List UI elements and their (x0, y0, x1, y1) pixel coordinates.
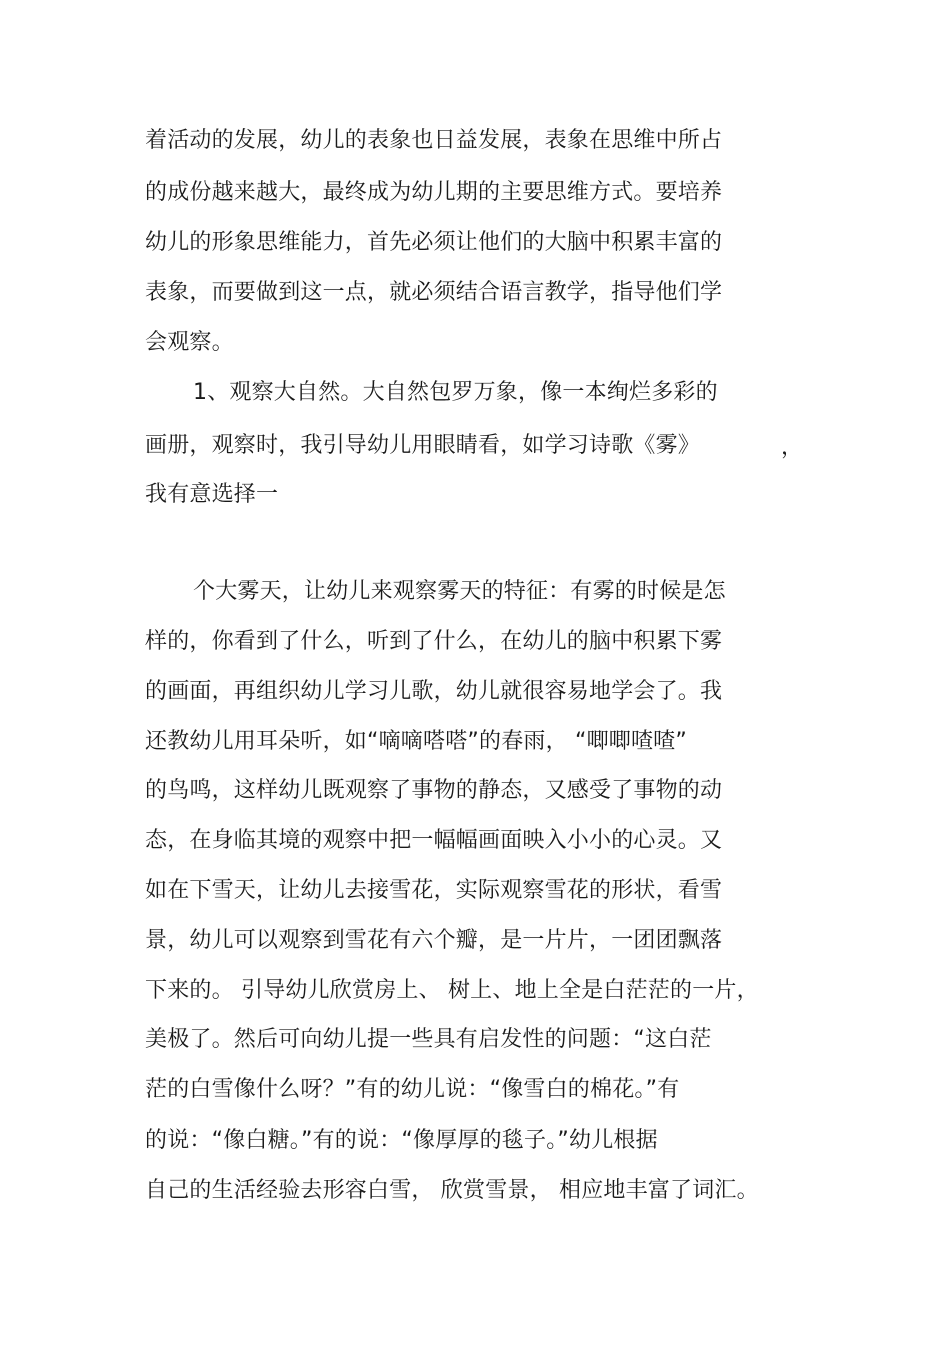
punctuation-comma: ， (781, 435, 804, 460)
paragraph-line: 的画面，再组织幼儿学习儿歌，幼儿就很容易地学会了。我 (145, 679, 723, 704)
paragraph-line: 美极了。然后可向幼儿提一些具有启发性的问题：“这白茫 (145, 1027, 712, 1052)
paragraph-line: 如在下雪天，让幼儿去接雪花，实际观察雪花的形状，看雪 (145, 878, 723, 903)
paragraph-line: 态，在身临其境的观察中把一幅幅画面映入小小的心灵。又 (145, 828, 723, 853)
paragraph-line: 的鸟鸣，这样幼儿既观察了事物的静态，又感受了事物的动 (145, 778, 723, 803)
paragraph-line: 着活动的发展，幼儿的表象也日益发展，表象在思维中所占 (145, 128, 723, 153)
paragraph-line: 1、观察大自然。大自然包罗万象，像一本绚烂多彩的 (193, 380, 718, 405)
paragraph-line: 样的，你看到了什么，听到了什么，在幼儿的脑中积累下雾 (145, 629, 723, 654)
paragraph-line: 表象，而要做到这一点，就必须结合语言教学，指导他们学 (145, 280, 723, 305)
paragraph-line: 个大雾天，让幼儿来观察雾天的特征：有雾的时候是怎 (193, 579, 726, 604)
paragraph-line: 我有意选择一 (145, 482, 279, 507)
paragraph-line: 自己的生活经验去形容白雪， 欣赏雪景， 相应地丰富了词汇。 (145, 1178, 759, 1203)
paragraph-line: 下来的。 引导幼儿欣赏房上、 树上、地上全是白茫茫的一片， (145, 978, 759, 1003)
paragraph-line: 画册，观察时，我引导幼儿用眼睛看，如学习诗歌《雾》 (145, 433, 701, 458)
paragraph-line: 还教幼儿用耳朵听，如“嘀嘀嗒嗒”的春雨， “唧唧喳喳” (145, 729, 687, 754)
paragraph-line: 的说：“像白糖。”有的说：“像厚厚的毯子。”幼儿根据 (145, 1128, 658, 1153)
paragraph-line: 的成份越来越大，最终成为幼儿期的主要思维方式。要培养 (145, 180, 723, 205)
paragraph-line: 茫的白雪像什么呀？”有的幼儿说：“像雪白的棉花。”有 (145, 1077, 680, 1102)
paragraph-line: 景，幼儿可以观察到雪花有六个瓣，是一片片，一团团飘落 (145, 928, 723, 953)
paragraph-line: 会观察。 (145, 330, 234, 355)
paragraph-line: 幼儿的形象思维能力，首先必须让他们的大脑中积累丰富的 (145, 230, 723, 255)
